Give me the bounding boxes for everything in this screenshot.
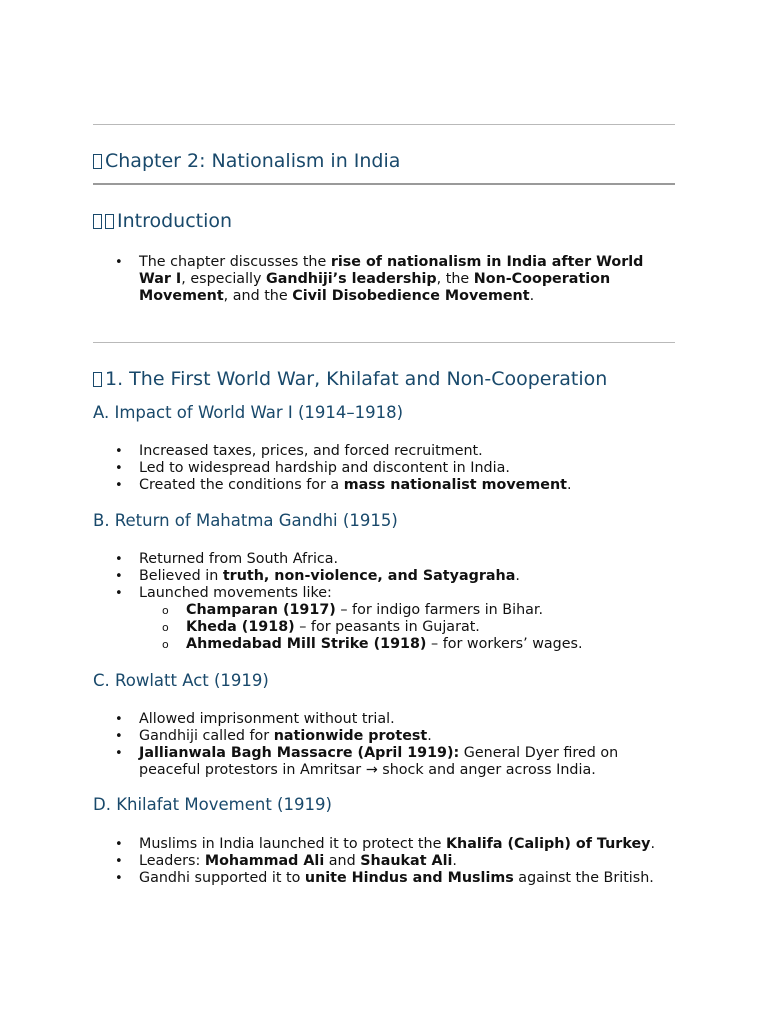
introduction-list bbox=[93, 254, 675, 305]
list-item: • Muslims in India launched it to protect the Khalifa (Caliph) of Turkey. bbox=[115, 836, 656, 852]
list-item: • Created the conditions for a mass nationalist movement. bbox=[115, 477, 572, 493]
list-item: • Led to widespread hardship and discontent in India. bbox=[115, 460, 510, 476]
bullet-icon: • bbox=[115, 586, 123, 601]
bullet-icon: • bbox=[115, 746, 123, 761]
bullet-icon: • bbox=[115, 461, 123, 476]
chapter-title-text: Chapter 2: Nationalism in India bbox=[105, 150, 401, 172]
sub-list-item: o Champaran (1917) – for indigo farmers in Bihar. bbox=[162, 602, 544, 618]
introduction-heading bbox=[93, 210, 232, 232]
missing-emoji-icon bbox=[93, 214, 102, 229]
movements-sublist bbox=[139, 602, 675, 653]
list-item: • The chapter discusses the rise of nationalism in India after World War I, especially Gandhiji’s leadership, the Non-Cooperation Movement, and the Civil Disobedience Movement. bbox=[115, 254, 644, 304]
subsection-a-list bbox=[93, 443, 675, 494]
subsection-b-list bbox=[93, 551, 675, 653]
sub-list-item: o Kheda (1918) – for peasants in Gujarat. bbox=[162, 619, 480, 635]
bullet-icon: • bbox=[115, 255, 123, 270]
introduction-heading-text: Introduction bbox=[117, 210, 233, 232]
list-item: • Returned from South Africa. bbox=[115, 551, 339, 567]
subsection-d-heading: D. Khilafat Movement (1919) bbox=[93, 795, 332, 814]
subsection-c-heading: C. Rowlatt Act (1919) bbox=[93, 671, 269, 690]
subsection-a-heading: A. Impact of World War I (1914–1918) bbox=[93, 403, 404, 422]
list-item: • Increased taxes, prices, and forced recruitment. bbox=[115, 443, 483, 459]
bullet-icon: • bbox=[115, 478, 123, 493]
list-item: • Jallianwala Bagh Massacre (April 1919): General Dyer fired on peaceful protestors in Amritsar → shock and anger across India. bbox=[115, 745, 619, 778]
list-item: • Gandhiji called for nationwide protest. bbox=[115, 728, 432, 744]
bullet-icon: • bbox=[115, 569, 123, 584]
missing-emoji-icon bbox=[93, 154, 102, 169]
title-divider bbox=[93, 183, 675, 185]
missing-emoji-icon bbox=[93, 372, 102, 387]
circle-bullet-icon: o bbox=[162, 621, 169, 634]
bullet-icon: • bbox=[115, 729, 123, 744]
bullet-icon: • bbox=[115, 552, 123, 567]
list-item: • Allowed imprisonment without trial. bbox=[115, 711, 395, 727]
bullet-icon: • bbox=[115, 871, 123, 886]
sub-list-item: o Ahmedabad Mill Strike (1918) – for workers’ wages. bbox=[162, 636, 583, 652]
list-item: • Launched movements like: o Champaran (1917) – for indigo farmers in Bihar. o Kheda (1918) – for peasants in Gujarat. o Ahmedabad Mill Strike (1918) – for workers’ wages. bbox=[93, 585, 675, 653]
subsection-c-list bbox=[93, 711, 675, 779]
bullet-icon: • bbox=[115, 854, 123, 869]
list-item: • Gandhi supported it to unite Hindus and Muslims against the British. bbox=[115, 870, 654, 886]
top-divider bbox=[93, 124, 675, 125]
missing-emoji-icon bbox=[105, 214, 114, 229]
chapter-title bbox=[93, 150, 400, 172]
list-item: • Leaders: Mohammad Ali and Shaukat Ali. bbox=[115, 853, 457, 869]
list-item: • Believed in truth, non-violence, and Satyagraha. bbox=[115, 568, 520, 584]
section1-heading bbox=[93, 368, 607, 390]
section-divider bbox=[93, 342, 675, 343]
subsection-b-heading: B. Return of Mahatma Gandhi (1915) bbox=[93, 511, 398, 530]
circle-bullet-icon: o bbox=[162, 638, 169, 651]
subsection-d-list bbox=[93, 836, 675, 887]
bullet-icon: • bbox=[115, 837, 123, 852]
bullet-icon: • bbox=[115, 712, 123, 727]
circle-bullet-icon: o bbox=[162, 604, 169, 617]
section1-heading-text: 1. The First World War, Khilafat and Non-Cooperation bbox=[105, 368, 608, 390]
bullet-icon: • bbox=[115, 444, 123, 459]
